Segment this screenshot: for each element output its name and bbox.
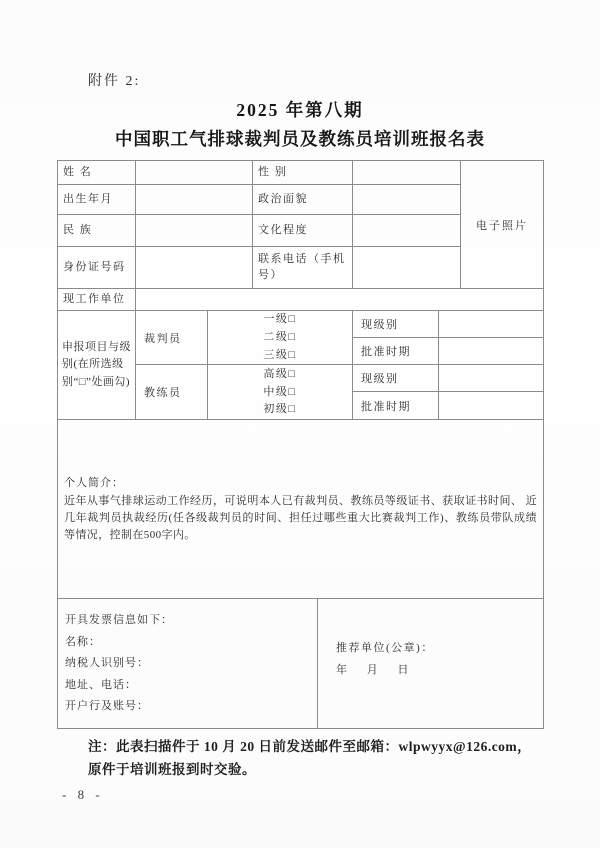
referee-level-options (208, 311, 353, 365)
coach-level-junior-checkbox: 初级□ (263, 403, 297, 416)
referee-level-3-checkbox: 三级□ (263, 348, 297, 361)
gender-label: 性 别 (253, 161, 353, 185)
political-input-cell (353, 185, 461, 215)
coach-level-options (208, 365, 353, 420)
gender-input-cell (353, 161, 461, 185)
referee-approval-input-cell (439, 338, 544, 365)
invoice-info-cell (58, 599, 318, 729)
coach-level-middle-checkbox: 中级□ (263, 385, 297, 398)
referee-current-level-input-cell (439, 311, 544, 338)
coach-current-level-label: 现级别 (353, 365, 439, 392)
birth-input-cell (136, 185, 253, 215)
work-unit-label: 现工作单位 (58, 289, 136, 311)
referee-level-1-checkbox: 一级□ (263, 313, 297, 325)
invoice-name-label: 名称： (65, 635, 101, 648)
form-title-main: 中国职工气排球裁判员及教练员培训班报名表 (115, 129, 485, 149)
recommender-seal-label: 推荐单位(公章)： (336, 641, 434, 654)
profile-heading: 个人简介： (64, 476, 124, 489)
attachment-label: 附件 2: (88, 74, 141, 89)
id-number-input-cell (136, 247, 253, 289)
referee-approval-label: 批准时期 (353, 338, 439, 365)
page-number: - 8 - (62, 787, 104, 802)
profile-instructions: 近年从事气排球运动工作经历，可说明本人已有裁判员、教练员等级证书、获取证书时间、 近几年裁判员执裁经历(任各级裁判员的时间、担任过哪些重大比赛裁判工作)、教练员带队成绩等情况，控制在500字内。 (64, 494, 537, 541)
coach-current-level-input-cell (439, 365, 544, 392)
birth-label: 出生年月 (58, 185, 136, 215)
ethnicity-input-cell (136, 215, 253, 247)
coach-approval-input-cell (439, 392, 544, 420)
photo-cell: 电子照片 (461, 161, 544, 289)
referee-level-2-checkbox: 二级□ (263, 330, 297, 343)
coach-label: 教练员 (136, 365, 208, 420)
personal-profile-cell (58, 420, 544, 599)
invoice-address-label: 地址、电话： (65, 678, 137, 691)
work-unit-input-cell (136, 289, 544, 311)
coach-level-senior-checkbox: 高级□ (263, 367, 297, 380)
name-input-cell (136, 161, 253, 185)
recommender-cell (318, 599, 544, 729)
form-title-session: 2025 年第八期 (236, 100, 364, 120)
registration-form-table (57, 160, 544, 729)
invoice-bank-label: 开户行及账号： (65, 700, 149, 713)
invoice-taxid-label: 纳税人识别号： (65, 657, 149, 670)
education-input-cell (353, 215, 461, 247)
ethnicity-label: 民 族 (58, 215, 136, 247)
phone-label: 联系电话（手机号） (253, 247, 353, 289)
coach-approval-label: 批准时期 (353, 392, 439, 420)
invoice-heading: 开具发票信息如下： (65, 614, 173, 627)
phone-input-cell (353, 247, 461, 289)
name-label: 姓 名 (58, 161, 136, 185)
recommender-date-label: 年 月 日 (336, 664, 411, 677)
education-label: 文化程度 (253, 215, 353, 247)
declaration-header: 申报项目与级别(在所选级别“□”处画勾) (58, 311, 136, 420)
submission-note: 注：此表扫描件于 10 月 20 日前发送邮件至邮箱：wlpwyyx@126.com，原件于培训班报到时交验。 (88, 739, 532, 777)
political-label: 政治面貌 (253, 185, 353, 215)
referee-label: 裁判员 (136, 311, 208, 365)
referee-current-level-label: 现级别 (353, 311, 439, 338)
id-number-label: 身份证号码 (58, 247, 136, 289)
